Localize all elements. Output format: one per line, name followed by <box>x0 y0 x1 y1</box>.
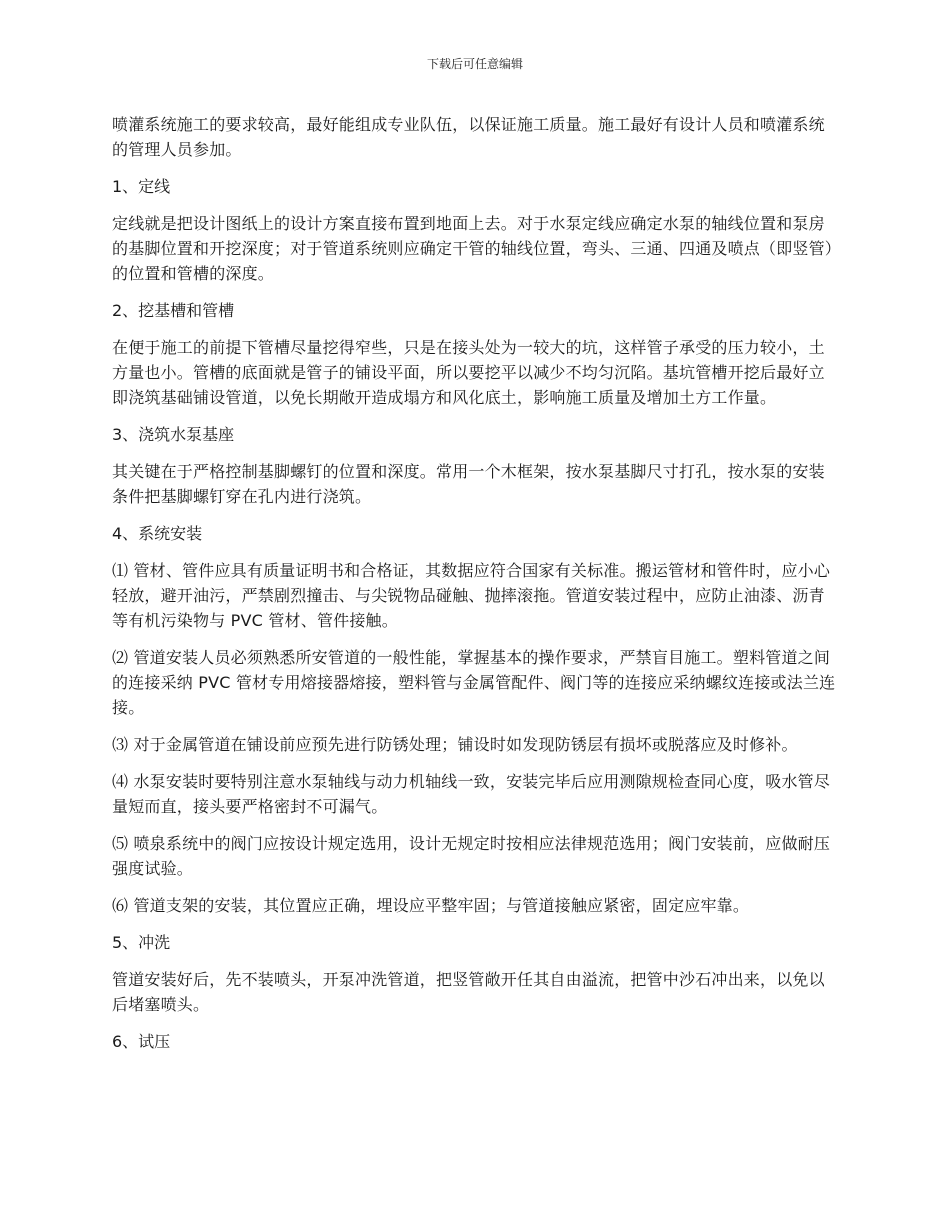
section-4-item-5: ⑸ 喷泉系统中的阀门应按设计规定选用，设计无规定时按相应法律规范选用；阀门安装前，应做耐压强度试验。 <box>112 834 831 878</box>
section-heading-5: 5、冲洗 <box>112 933 171 952</box>
section-4-item-4: ⑷ 水泵安装时要特别注意水泵轴线与动力机轴线一致，安装完毕后应用测隙规检查同心度，吸水管尽量短而直，接头要严格密封不可漏气。 <box>112 772 831 816</box>
section-4-item-2: ⑵ 管道安装人员必须熟悉所安管道的一般性能，掌握基本的操作要求，严禁盲目施工。塑料管道之间的连接采纳 PVC 管材专用熔接器熔接，塑料管与金属管配件、阀门等的连接应采纳螺纹连接或法兰连接。 <box>112 648 836 717</box>
section-3-paragraph: 其关键在于严格控制基脚螺钉的位置和深度。常用一个木框架，按水泵基脚尺寸打孔，按水泵的安装条件把基脚螺钉穿在孔内进行浇筑。 <box>112 462 825 506</box>
section-heading-1: 1、定线 <box>112 177 171 196</box>
section-heading-2: 2、挖基槽和管槽 <box>112 301 235 320</box>
section-1-paragraph: 定线就是把设计图纸上的设计方案直接布置到地面上去。对于水泵定线应确定水泵的轴线位置和泵房的基脚位置和开挖深度；对于管道系统则应确定干管的轴线位置，弯头、三通、四通及喷点（即竖管）的位置和管槽的深度。 <box>112 214 834 283</box>
section-5-paragraph: 管道安装好后，先不装喷头，开泵冲洗管道，把竖管敞开任其自由溢流，把管中沙石冲出来，以免以后堵塞喷头。 <box>112 970 825 1014</box>
section-4-item-3: ⑶ 对于金属管道在铺设前应预先进行防锈处理；铺设时如发现防锈层有损坏或脱落应及时修补。 <box>112 735 798 754</box>
section-2-paragraph: 在便于施工的前提下管槽尽量挖得窄些，只是在接头处为一较大的坑，这样管子承受的压力较小，土方量也小。管槽的底面就是管子的铺设平面，所以要挖平以减少不均匀沉陷。基坑管槽开挖后最好立即浇筑基础铺设管道，以免长期敞开造成塌方和风化底土，影响施工质量及增加土方工作量。 <box>112 338 825 407</box>
section-4-item-6: ⑹ 管道支架的安装，其位置应正确，埋设应平整牢固；与管道接触应紧密，固定应牢靠。 <box>112 896 750 915</box>
page-header: 下载后可任意编辑 <box>426 57 523 71</box>
section-4-item-1: ⑴ 管材、管件应具有质量证明书和合格证，其数据应符合国家有关标准。搬运管材和管件时，应小心轻放，避开油污，严禁剧烈撞击、与尖锐物品碰触、抛摔滚拖。管道安装过程中，应防止油漆、沥青等有机污染物与 PVC 管材、管件接触。 <box>112 561 831 630</box>
intro-paragraph: 喷灌系统施工的要求较高，最好能组成专业队伍，以保证施工质量。施工最好有设计人员和喷灌系统的管理人员参加。 <box>112 115 825 159</box>
document-body <box>112 112 836 1066</box>
section-heading-3: 3、浇筑水泵基座 <box>112 425 235 444</box>
section-heading-4: 4、系统安装 <box>112 524 203 543</box>
section-heading-6: 6、试压 <box>112 1032 171 1051</box>
